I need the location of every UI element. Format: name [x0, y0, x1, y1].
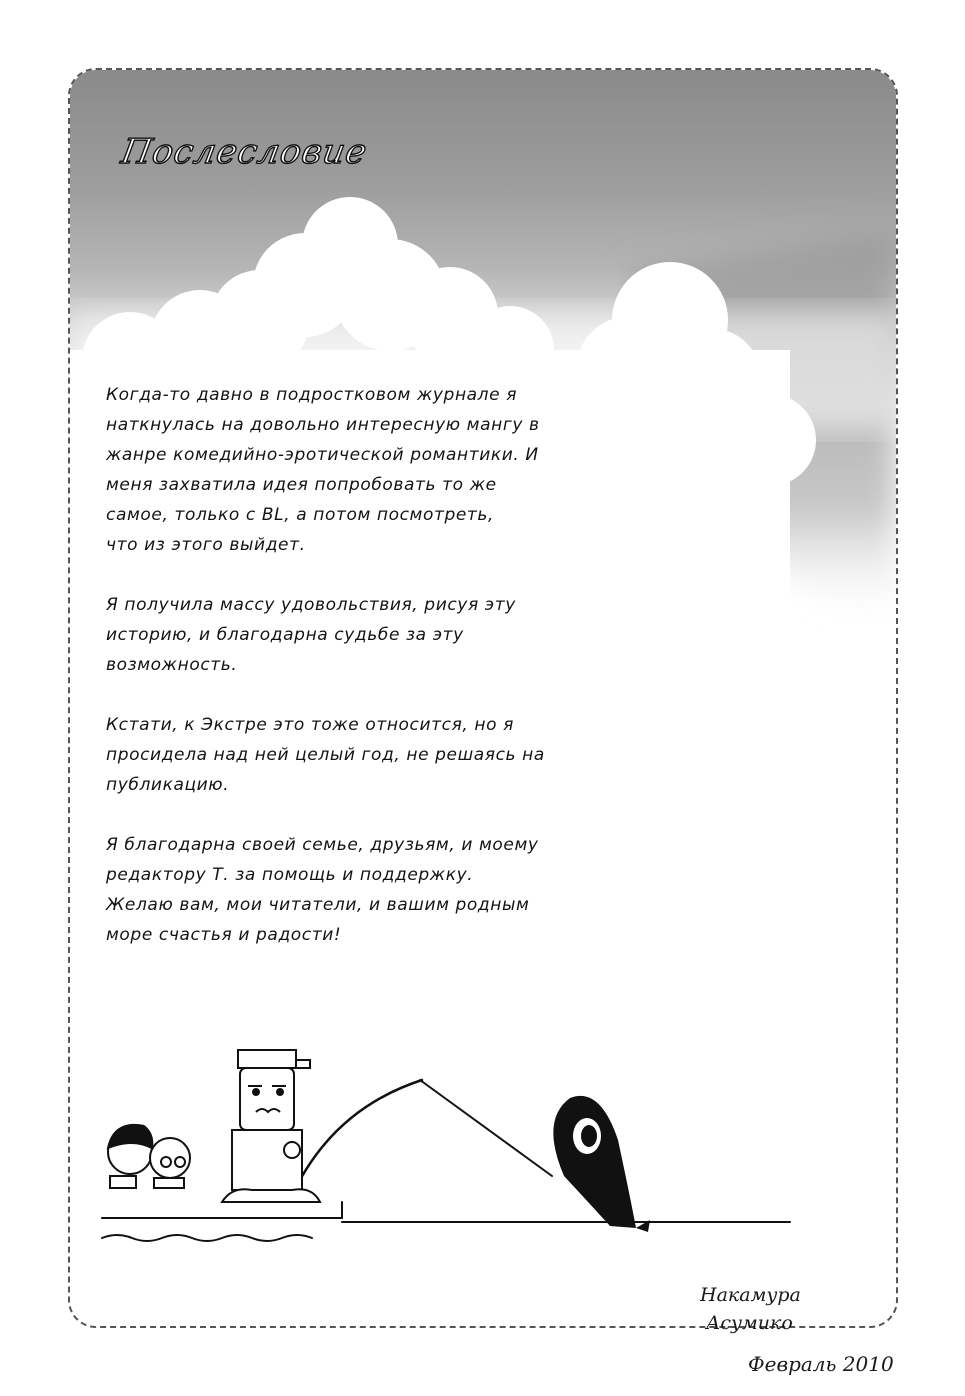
page-title: Послесловие — [118, 132, 371, 172]
text-line: Кстати, к Экстре это тоже относится, но я — [106, 715, 514, 735]
text-line: жанре комедийно-эротической романтики. И — [106, 445, 539, 465]
text-line: редактору Т. за помощь и поддержку. — [106, 865, 474, 885]
text-line: самое, только с BL, а потом посмотреть, — [106, 505, 495, 525]
paragraph-3 — [106, 710, 586, 800]
text-line: меня захватила идея попробовать то же — [106, 475, 497, 495]
text-line: Я получила массу удовольствия, рисуя эту — [106, 595, 516, 615]
author-name-line1: Накамура — [700, 1284, 801, 1306]
text-line: публикацию. — [106, 775, 230, 795]
fishing-illustration — [70, 990, 896, 1320]
text-line: возможность. — [106, 655, 238, 675]
kids-icon — [108, 1125, 190, 1188]
text-line: что из этого выйдет. — [106, 535, 306, 555]
text-line: наткнулась на довольно интересную мангу в — [106, 415, 540, 435]
paragraph-1 — [106, 380, 586, 560]
fishing-line — [420, 1080, 552, 1176]
text-line: просидела над ней целый год, не решаясь на — [106, 745, 545, 765]
text-line: историю, и благодарна судьбе за эту — [106, 625, 464, 645]
afterword-text — [106, 380, 586, 950]
author-name-line2: Асумико — [706, 1312, 793, 1334]
signature-date: Февраль 2010 — [748, 1352, 894, 1376]
fish-icon — [553, 1096, 650, 1232]
fishing-rod — [290, 1080, 422, 1200]
fisherman-icon — [222, 1050, 320, 1202]
text-line: Когда-то давно в подростковом журнале я — [106, 385, 518, 405]
text-line: Я благодарна своей семье, друзьям, и моему — [106, 835, 539, 855]
text-line: море счастья и радости! — [106, 925, 342, 945]
afterword-page — [68, 68, 898, 1328]
water-waves — [102, 1235, 312, 1241]
paragraph-2 — [106, 590, 586, 680]
paragraph-4 — [106, 830, 586, 950]
text-line: Желаю вам, мои читатели, и вашим родным — [106, 895, 530, 915]
